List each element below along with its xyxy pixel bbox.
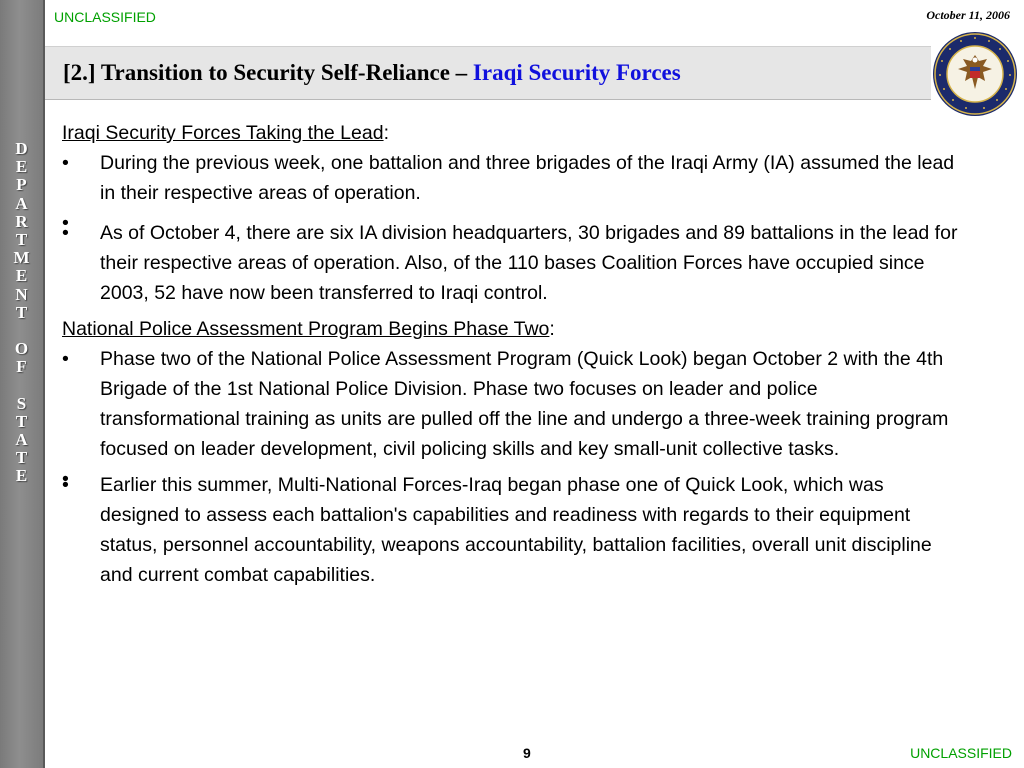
classification-top: UNCLASSIFIED — [54, 9, 156, 25]
title-prefix: [2.] Transition to Security Self-Reliance – — [63, 60, 473, 85]
department-of-state-seal-icon — [932, 31, 1018, 117]
side-letter: F — [16, 357, 27, 377]
side-letter-space — [0, 322, 43, 340]
section-heading-national-police: National Police Assessment Program Begins Phase Two: — [62, 318, 555, 340]
section-heading-text: Iraqi Security Forces Taking the Lead — [62, 122, 384, 144]
side-letter: T — [15, 448, 28, 468]
side-letter: S — [16, 393, 27, 413]
bullet-list — [62, 148, 962, 308]
bullet-spacer — [62, 208, 962, 218]
side-letter-space — [0, 376, 43, 394]
bullet-item: • During the previous week, one battalion and three brigades of the Iraqi Army (IA) assumed the lead in their respective areas of operation. — [62, 148, 962, 208]
side-letter: E — [15, 466, 28, 486]
side-letter: T — [15, 229, 28, 249]
slide-body — [62, 118, 962, 590]
title-accent: Iraqi Security Forces — [472, 60, 681, 85]
side-letter: O — [14, 339, 29, 359]
side-letter: D — [15, 139, 28, 158]
slide-date: October 11, 2006 — [926, 8, 1010, 22]
side-letter: T — [15, 302, 28, 322]
side-letter: M — [13, 248, 30, 268]
classification-bottom: UNCLASSIFIED — [910, 745, 1012, 761]
bullet-item: • Phase two of the National Police Assessment Program (Quick Look) began October 2 with the 4th Brigade of the 1st National Police Division. Phase two focuses on leader and police transformational training as units are pulled off the line and undergo a three-week training program focused on leader development, civil policing skills and key small-unit collective tasks. — [62, 344, 962, 464]
section-heading-isf-lead: Iraqi Security Forces Taking the Lead: — [62, 122, 389, 144]
page-number: 9 — [523, 745, 531, 761]
department-of-state-vertical-text — [0, 140, 43, 486]
bullet-item: • As of October 4, there are six IA division headquarters, 30 brigades and 89 battalions in the lead for their respective areas of operation. Also, of the 110 bases Coalition Forces have occupied since 2003, 52 have now been transferred to Iraqi control. — [62, 218, 962, 308]
side-letter: E — [15, 157, 28, 177]
left-sidebar-bar — [0, 0, 45, 768]
side-letter: N — [15, 284, 28, 304]
bullet-list — [62, 344, 962, 590]
bullet-item: • Earlier this summer, Multi-National Forces-Iraq began phase one of Quick Look, which was designed to assess each battalion's capabilities and readiness with regards to their equipment status, personnel accountability, weapons accountability, battalion facilities, overall unit discipline and current combat capabilities. — [62, 470, 962, 590]
side-letter: T — [15, 411, 28, 431]
side-letter: A — [15, 430, 28, 449]
side-letter: E — [15, 266, 28, 286]
slide-title — [63, 60, 681, 86]
side-letter: A — [15, 193, 28, 213]
section-heading-text: National Police Assessment Program Begins Phase Two — [62, 318, 550, 340]
side-letter: P — [16, 175, 27, 195]
side-letter: R — [15, 211, 28, 231]
